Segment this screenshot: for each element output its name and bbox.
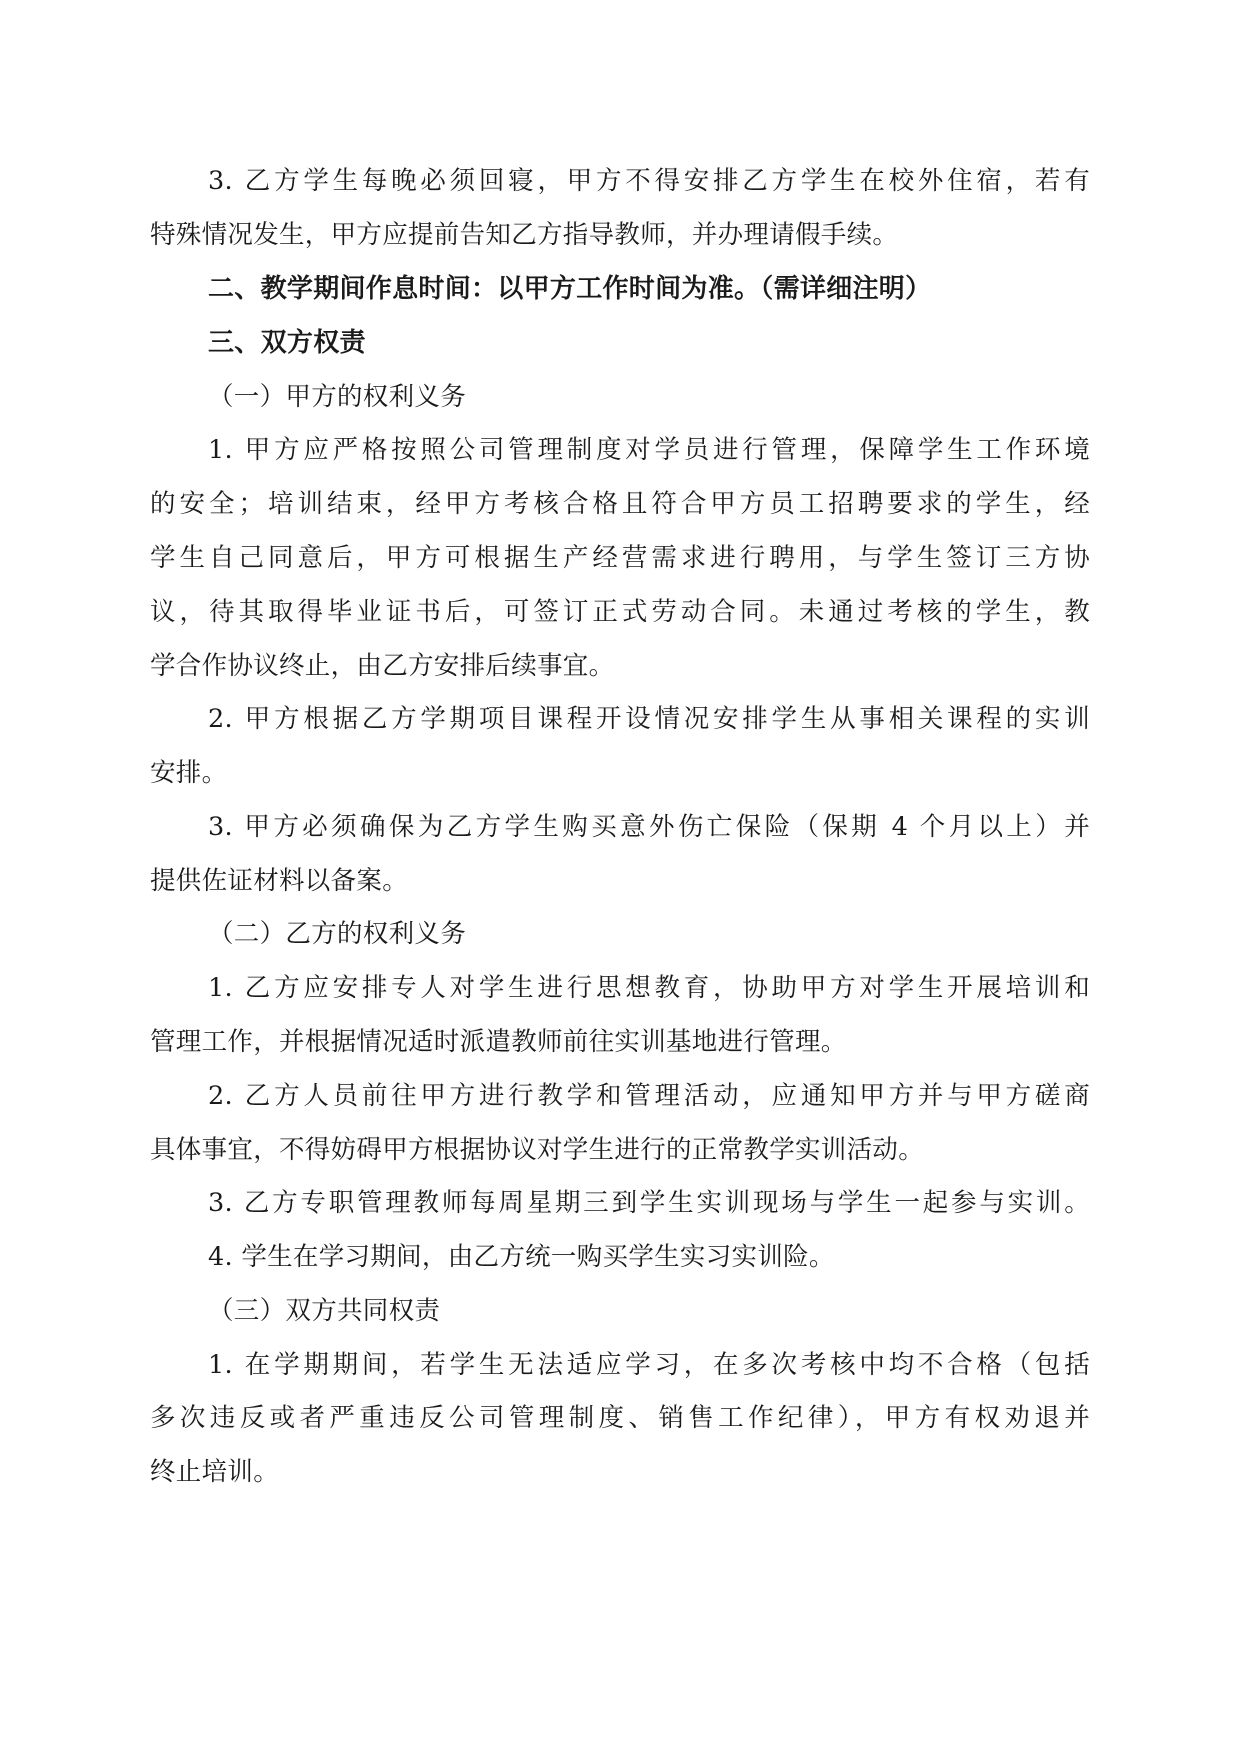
paragraph-line: 安排。: [150, 758, 228, 788]
paragraph-line: 管理工作，并根据情况适时派遣教师前往实训基地进行管理。: [150, 1027, 847, 1057]
paragraph-line: 2. 乙方人员前往甲方进行教学和管理活动，应通知甲方并与甲方磋商: [208, 1081, 1090, 1111]
subsection-heading: （三）双方共同权责: [208, 1296, 441, 1326]
section-heading: 二、教学期间作息时间：以甲方工作时间为准。（需详细注明）: [208, 274, 932, 304]
paragraph-line: 学生自己同意后，甲方可根据生产经营需求进行聘用，与学生签订三方协: [150, 543, 1090, 573]
paragraph-line: 3. 乙方学生每晚必须回寝，甲方不得安排乙方学生在校外住宿，若有: [208, 166, 1090, 196]
paragraph-line: 多次违反或者严重违反公司管理制度、销售工作纪律），甲方有权劝退并: [150, 1403, 1090, 1433]
subsection-heading: （一）甲方的权利义务: [208, 382, 467, 412]
paragraph-line: 具体事宜，不得妨碍甲方根据协议对学生进行的正常教学实训活动。: [150, 1135, 925, 1165]
paragraph-line: 1. 甲方应严格按照公司管理制度对学员进行管理，保障学生工作环境: [208, 435, 1090, 465]
paragraph-line: 议，待其取得毕业证书后，可签订正式劳动合同。未通过考核的学生，教: [150, 597, 1090, 627]
paragraph-line: 的安全；培训结束，经甲方考核合格且符合甲方员工招聘要求的学生，经: [150, 489, 1090, 519]
paragraph-line: 1. 在学期期间，若学生无法适应学习，在多次考核中均不合格（包括: [208, 1350, 1090, 1380]
paragraph-line: 特殊情况发生，甲方应提前告知乙方指导教师，并办理请假手续。: [150, 220, 899, 250]
subsection-heading: （二）乙方的权利义务: [208, 919, 467, 949]
paragraph-line: 终止培训。: [150, 1457, 280, 1487]
paragraph-line: 提供佐证材料以备案。: [150, 866, 409, 896]
section-heading: 三、双方权责: [208, 328, 366, 358]
paragraph-line: 1. 乙方应安排专人对学生进行思想教育，协助甲方对学生开展培训和: [208, 973, 1090, 1003]
paragraph-line: 3. 乙方专职管理教师每周星期三到学生实训现场与学生一起参与实训。: [208, 1188, 1090, 1218]
paragraph-line: 2. 甲方根据乙方学期项目课程开设情况安排学生从事相关课程的实训: [208, 704, 1090, 734]
paragraph-line: 学合作协议终止，由乙方安排后续事宜。: [150, 651, 615, 681]
paragraph-line: 3. 甲方必须确保为乙方学生购买意外伤亡保险（保期 4 个月以上）并: [208, 812, 1090, 842]
paragraph-line: 4. 学生在学习期间，由乙方统一购买学生实习实训险。: [208, 1242, 835, 1272]
